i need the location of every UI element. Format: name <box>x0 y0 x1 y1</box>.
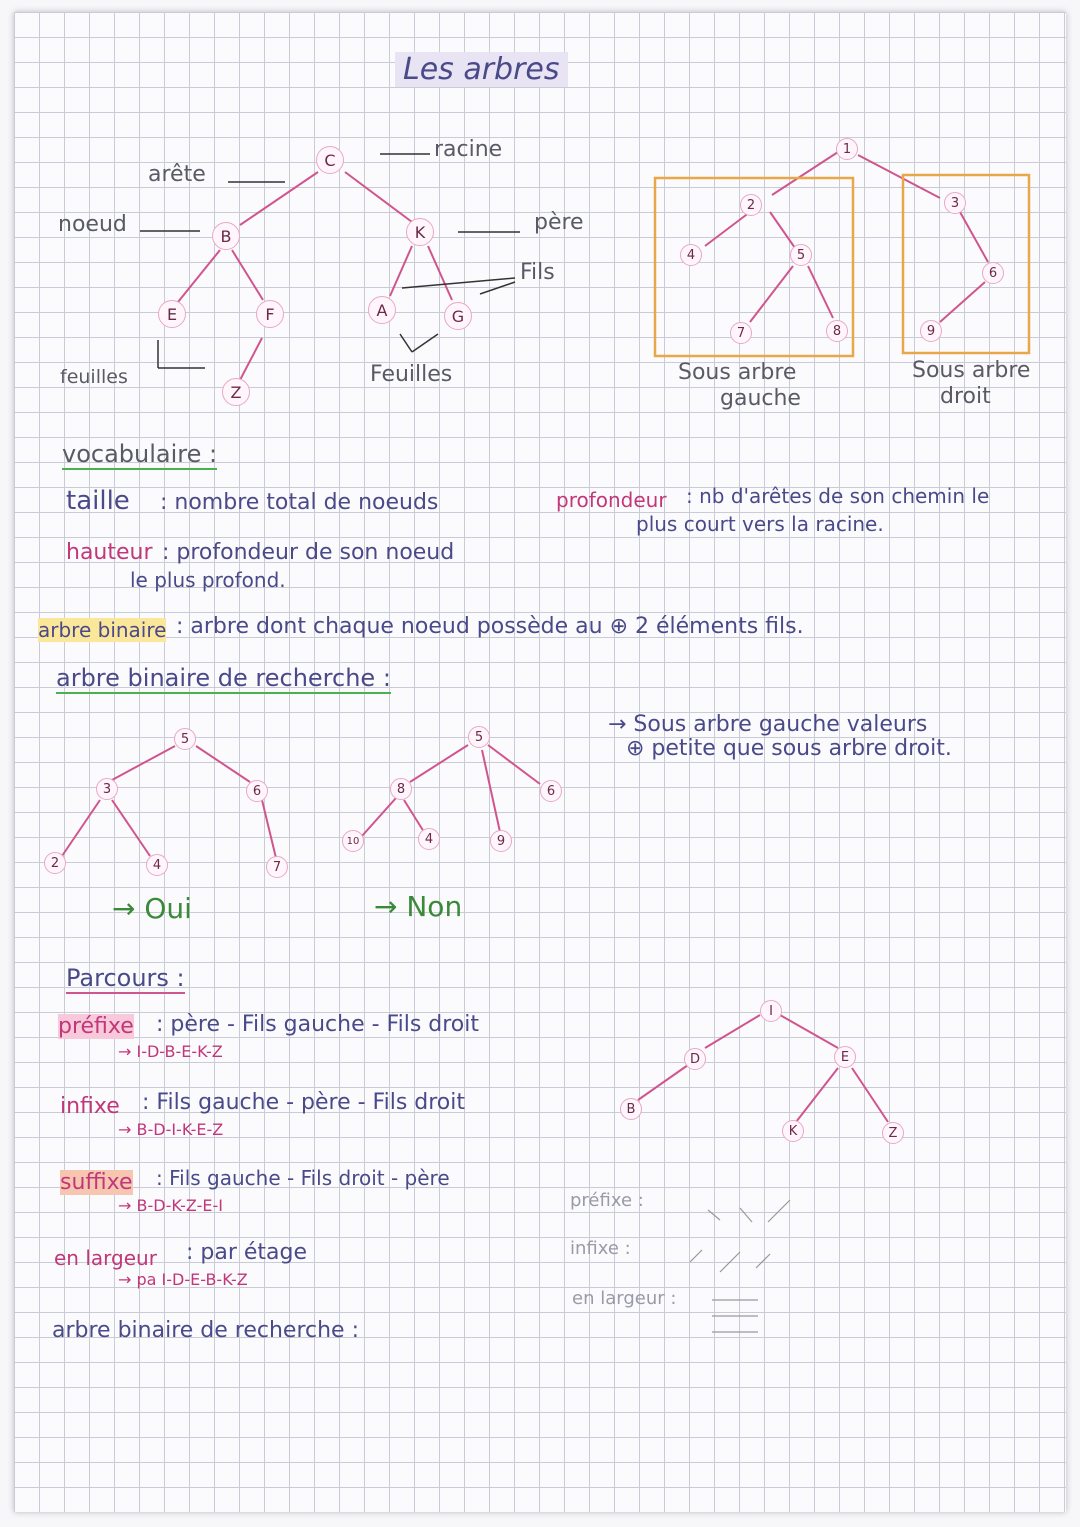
tree-node: 7 <box>730 322 752 344</box>
tree-node: 9 <box>490 830 512 852</box>
tree-node: A <box>368 296 396 324</box>
tree-node: 6 <box>246 780 268 802</box>
label-sous-arbre-droit-1: Sous arbre <box>912 358 1031 383</box>
profondeur-def2: plus court vers la racine. <box>636 512 884 536</box>
bst-note-1: → Sous arbre gauche valeurs <box>608 712 928 737</box>
tree-node: B <box>620 1098 642 1120</box>
tree-node: 1 <box>836 138 858 160</box>
tree-node: Z <box>882 1122 904 1144</box>
legend-prefixe: préfixe : <box>570 1190 644 1211</box>
infixe-result: → B-D-I-K-E-Z <box>118 1120 224 1139</box>
bst-verdict-oui: → Oui <box>112 892 192 925</box>
page-title: Les arbres <box>395 52 568 87</box>
infixe-term: infixe <box>60 1094 120 1119</box>
tree-node: 4 <box>418 828 440 850</box>
tree-node: 4 <box>146 854 168 876</box>
label-sous-arbre-droit-2: droit <box>940 384 991 409</box>
tree-node: B <box>212 222 240 250</box>
taille-term: taille <box>66 486 130 516</box>
tree-node: 8 <box>826 320 848 342</box>
tree-node: 5 <box>790 244 812 266</box>
tree-node: 9 <box>920 320 942 342</box>
largeur-def: : par étage <box>186 1240 308 1265</box>
tree-node: 8 <box>390 778 412 800</box>
largeur-result: → pa I-D-E-B-K-Z <box>118 1270 248 1289</box>
profondeur-def: : nb d'arêtes de son chemin le <box>686 484 990 508</box>
profondeur-term: profondeur <box>556 488 667 512</box>
tree-node: 2 <box>44 852 66 874</box>
largeur-term: en largeur <box>54 1246 157 1270</box>
hauteur-def2: le plus profond. <box>130 568 286 592</box>
tree-node: 6 <box>540 780 562 802</box>
tree-node: C <box>316 146 344 174</box>
bst-note-2: ⊕ petite que sous arbre droit. <box>626 736 952 761</box>
label-sous-arbre-gauche-1: Sous arbre <box>678 360 797 385</box>
tree-node: G <box>444 302 472 330</box>
parcours-heading: Parcours : <box>66 964 185 992</box>
tree-node: 3 <box>96 778 118 800</box>
prefixe-def: : père - Fils gauche - Fils droit <box>156 1012 480 1037</box>
binaire-def: : arbre dont chaque noeud possède au ⊕ 2 éléments fils. <box>176 614 804 639</box>
tree-node: 10 <box>342 830 364 852</box>
label-sous-arbre-gauche-2: gauche <box>720 386 801 411</box>
prefixe-term: préfixe <box>58 1014 134 1039</box>
label-racine: racine <box>434 137 503 162</box>
binaire-term: arbre binaire <box>38 618 167 642</box>
tree-node: 7 <box>266 856 288 878</box>
legend-largeur: en largeur : <box>572 1288 677 1309</box>
label-fils: Fils <box>520 260 555 285</box>
tree-node: D <box>684 1048 706 1070</box>
label-feuilles-left: feuilles <box>60 366 128 388</box>
bst-verdict-non: → Non <box>374 890 463 923</box>
label-noeud: noeud <box>58 212 127 237</box>
tree-node: E <box>834 1046 856 1068</box>
tree-node: 4 <box>680 244 702 266</box>
suffixe-def: : Fils gauche - Fils droit - père <box>156 1166 450 1190</box>
last-heading: arbre binaire de recherche : <box>52 1318 359 1343</box>
tree-node: 5 <box>468 726 490 748</box>
legend-infixe: infixe : <box>570 1238 631 1259</box>
tree-node: 2 <box>740 194 762 216</box>
label-pere: père <box>534 210 584 235</box>
hauteur-def: : profondeur de son noeud <box>162 540 455 565</box>
tree-node: 5 <box>174 728 196 750</box>
label-feuilles-right: Feuilles <box>370 362 453 387</box>
tree-node: 6 <box>982 262 1004 284</box>
vocab-heading: vocabulaire : <box>62 440 218 468</box>
tree-node: Z <box>222 378 250 406</box>
tree-node: K <box>406 218 434 246</box>
label-arete: arête <box>148 162 206 187</box>
tree-node: K <box>782 1120 804 1142</box>
tree-node: F <box>256 300 284 328</box>
tree-node: I <box>760 1000 782 1022</box>
suffixe-term: suffixe <box>60 1170 133 1195</box>
recherche-heading: arbre binaire de recherche : <box>56 664 391 692</box>
infixe-def: : Fils gauche - père - Fils droit <box>142 1090 466 1115</box>
hauteur-term: hauteur <box>66 540 153 565</box>
prefixe-result: → I-D-B-E-K-Z <box>118 1042 223 1061</box>
suffixe-result: → B-D-K-Z-E-I <box>118 1196 223 1215</box>
tree-node: 3 <box>944 192 966 214</box>
tree-node: E <box>158 300 186 328</box>
taille-def: : nombre total de noeuds <box>160 490 439 515</box>
